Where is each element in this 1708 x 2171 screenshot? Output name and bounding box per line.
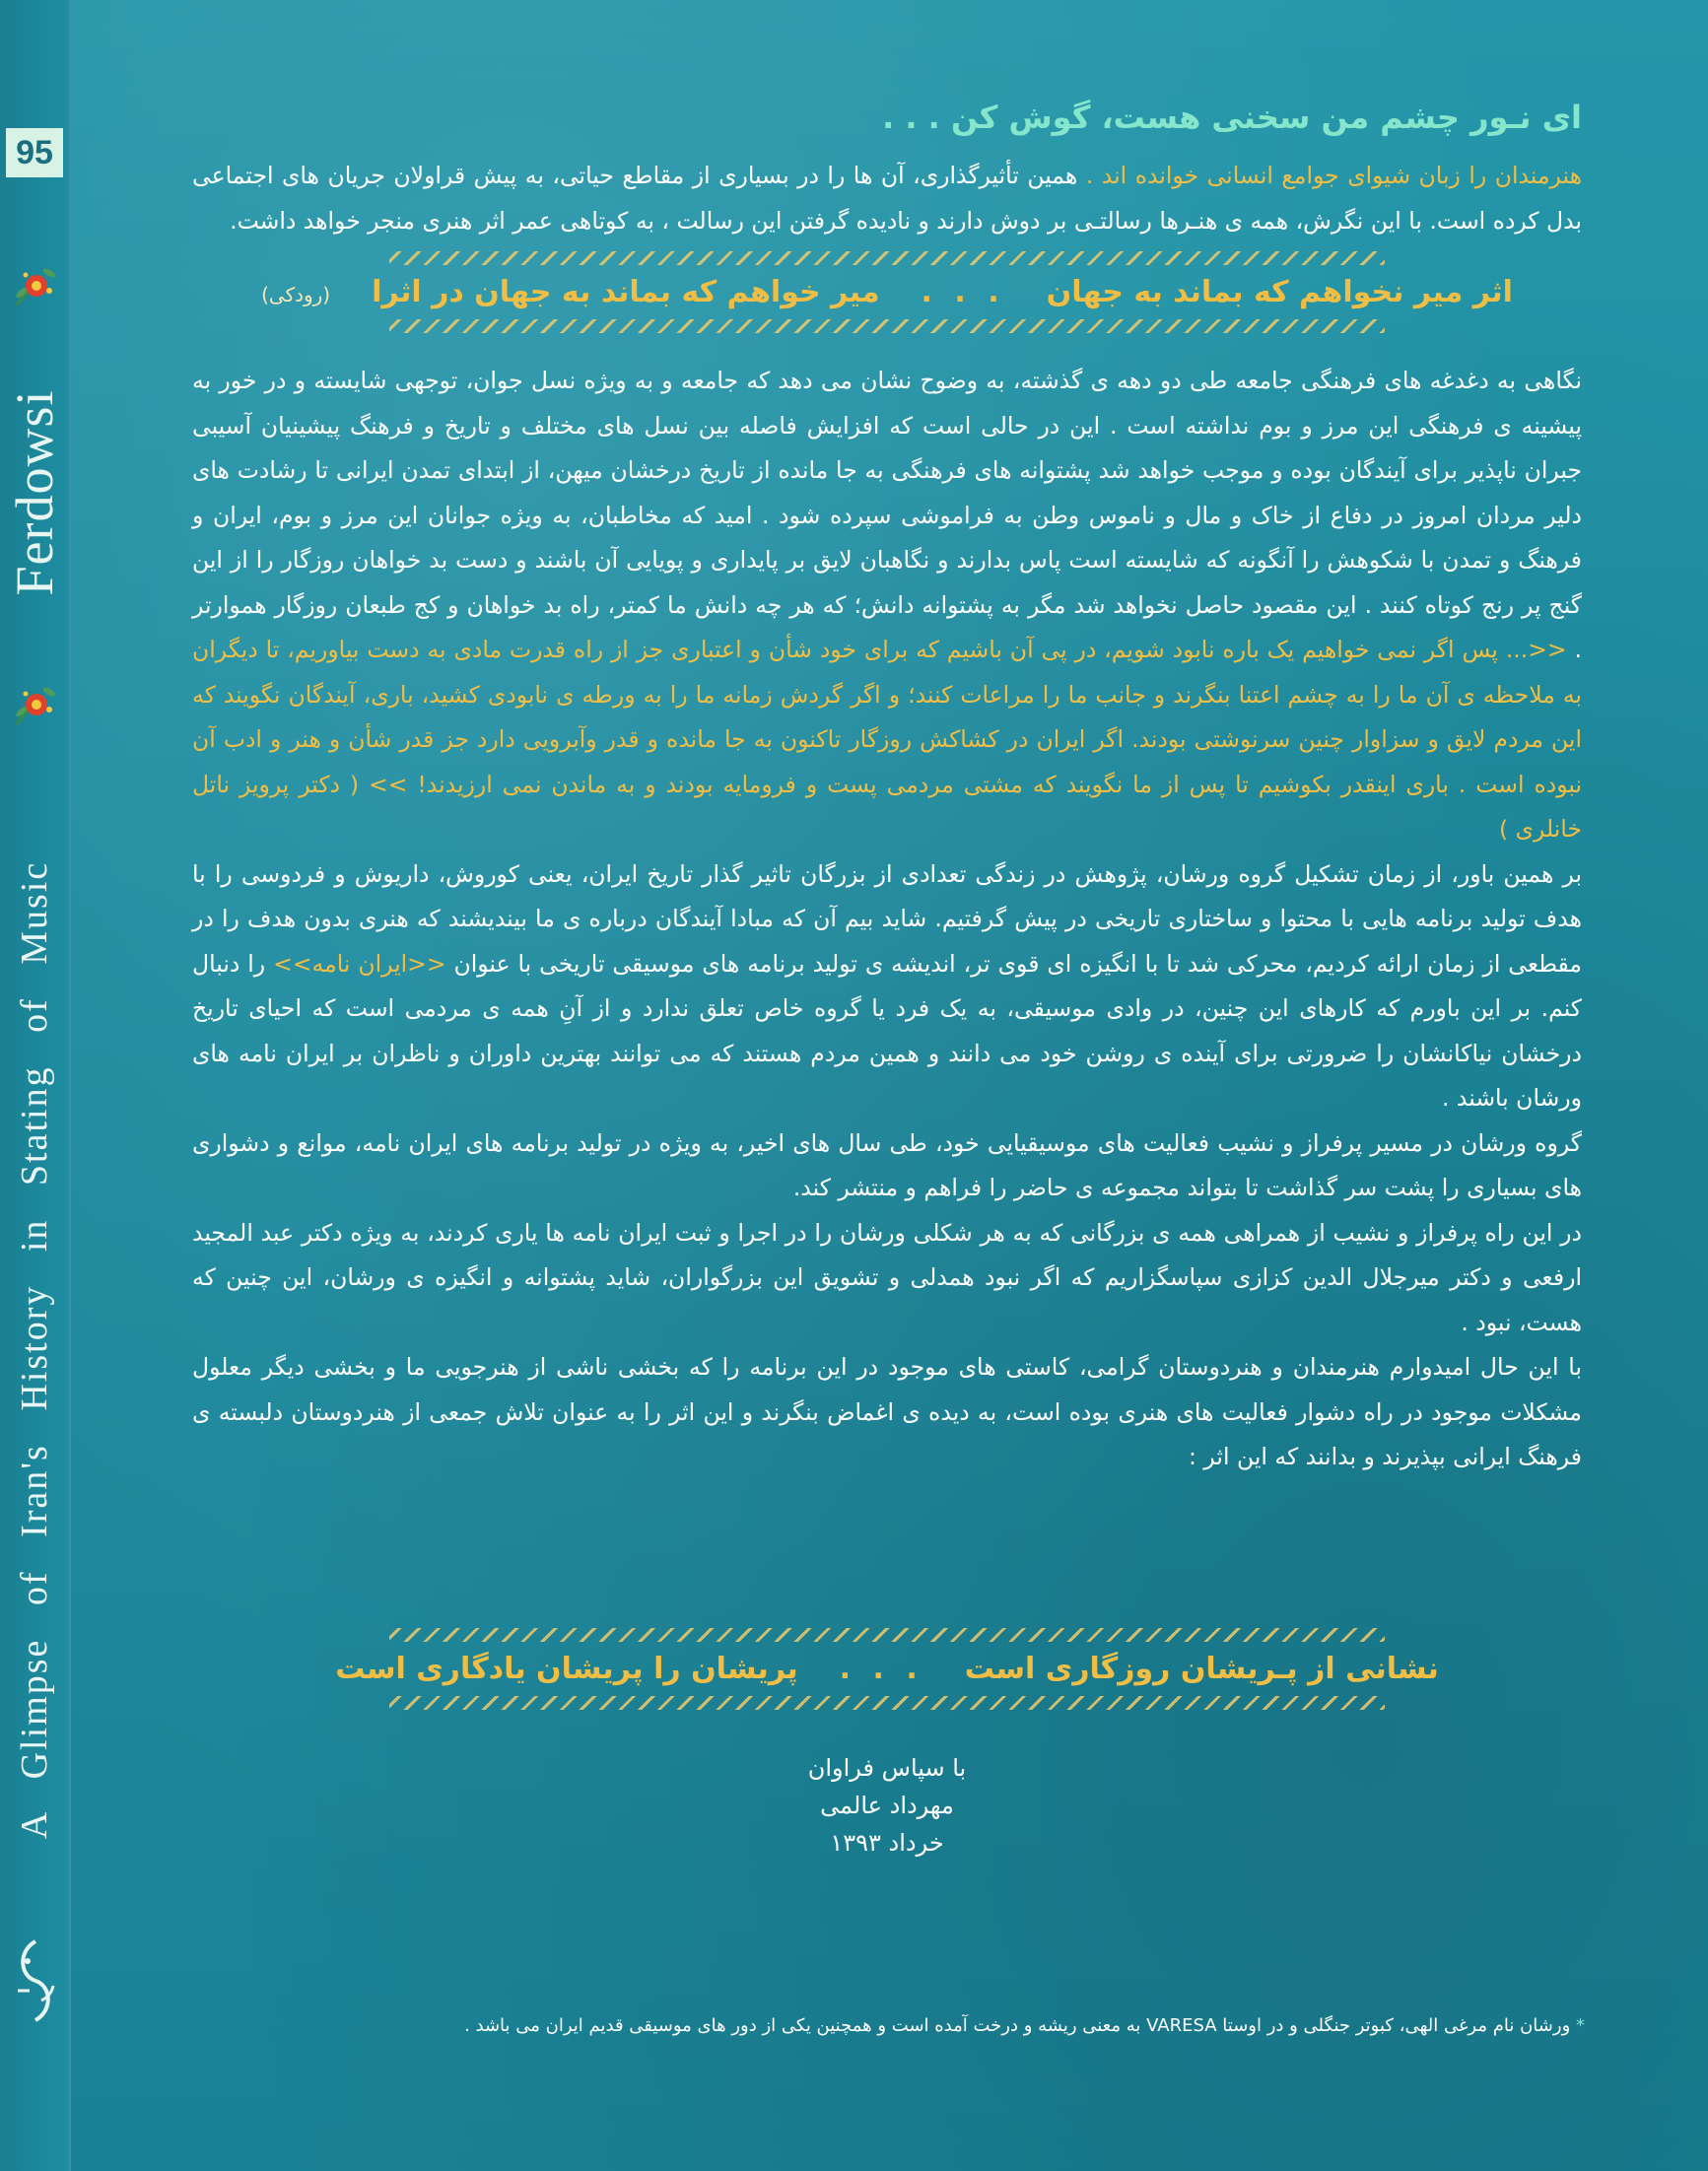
verse-first-hemistich: اثر میر نخواهم که بماند به جهان [1046,275,1513,309]
asterisk-icon: * [1576,2015,1585,2036]
ornament-divider [389,1696,1385,1710]
ornament-divider [389,319,1385,333]
quote-khanlari: <<... پس اگر نمی خواهیم یک باره نابود شویم، در پی آن باشیم که برای خود شأن و اعتباری جز از راه قدرت مادی به دست بیاوریم، تا دیگران به ملاحظه ی آن ما را به چشم اعتنا بنگرند و جانب ما را مراعات کنند؛ و اگر گردش زمانه ما را به ورطه ی نابودی کشید، باری، آیندگان نگویند که این مردم لایق و سزاوار چنین سرنوشتی بودند. اگر ایران در کشاکش روزگار تاکنون به جا مانده و قدر وآبرویی دارد جز قدر شأن و هنر و ادب آن نبوده است . باری اینقدر بکوشیم تا پس از ما نگویند که مشتی مردمی پست و فرومایه بودند و به ماندن نمی ارزیدند! >> ( دکتر پرویز ناتل خانلری ) [192,636,1582,843]
footnote-text: ورشان نام مرغی الهی، کبوتر جنگلی و در اوستا VARESA به معنی ریشه و درخت آمده است و همچنین یکی از دور های موسیقی قدیم ایران می باشد . [464,2015,1571,2036]
signature [192,1749,1582,1862]
signature-date: خرداد ۱۳۹۳ [830,1828,944,1857]
closing-verse [192,1652,1582,1686]
brand-wordmark: Ferdowsi [5,389,64,596]
closing-verse-dots: . . . [839,1651,923,1686]
iran-nameh-highlight: <<ایران نامه>> [273,949,446,978]
body-p2-a: بر همین باور، از زمان تشکیل گروه ورشان، پژوهش در زندگی تعدادی از بزرگان تاثیر گذار تاریخ ایران، یعنی کوروش، داریوش و فردوسی را با هدف تولید برنامه هایی با محتوا و ساختاری تاریخی در پیش گرفتیم. شاید بیم آن که مبادا آیندگان درباره ی ما بیندیشند که هنری بدون هدف را در مقطعی از زمان ارائه کردیم، محرکی شد تا با انگیزه ای قوی تر، اندیشه ی تولید برنامه های موسیقی تاریخی با عنوان [192,859,1582,978]
flower-ornament-icon [12,680,61,729]
left-sidebar-strip [0,0,71,2171]
intro-highlight: هنرمندان را زبان شیوای جوامع انسانی خوانده اند . [1085,162,1582,189]
vertical-title: A Glimpse of Iran's History in Stating of Music [14,860,55,1840]
verse-dots: . . . [921,275,1005,309]
verse-block [192,251,1582,333]
body-p1: نگاهی به دغدغه های فرهنگی جامعه طی دو دهه ی گذشته، به وضوح نشان می دهد که جامعه و به ویژه نسل جوان، توجهی شایسته و در خور به پیشینه ی فرهنگی این مرز و بوم نداشته است . این در حالی است که افزایش فاصله بین نسل های مختلف و تاریخ و فرهنگ پیشینیان آسیبی جبران ناپذیر برای آیندگان بوده و موجب خواهد شد پشتوانه های فرهنگی به جا مانده از تاریخ درخشان میهن، از ابتدای تمدن ایرانی تا رشادت های دلیر مردان امروز در دفاع از خاک و مال و ناموس وطن به فراموشی سپرده شود . امید که مخاطبان، به ویژه جوانان این مرز و بوم، ایران و فرهنگ و تمدن با شکوهش را آنگونه که شایسته است پاس بدارند و نگاهبان لایق بر پایداری و پویایی آن باشند و دست بد خواهان روزگار را از این گنج پر رنج کوتاه کنند . این مقصود حاصل نخواهد شد مگر به پشتوانه دانش؛ که هر چه دانش ما کمتر، راه بد خواهان و کج طبعان روزگار هموارتر . [192,367,1582,663]
closing-verse-second: پریشان را پریشان یادگاری است [335,1651,798,1686]
intro-paragraph [192,154,1582,243]
verse-second-hemistich: میر خواهم که بماند به جهان در اثرا [372,275,880,309]
opening-line: ای نـور چشم من سخنی هست، گوش کن . . . [882,99,1582,136]
signature-name: مهرداد عالمی [820,1791,954,1819]
ornament-divider [389,1628,1385,1642]
body-paragraph: در این راه پرفراز و نشیب از همراهی همه ی بزرگانی که به هر شکلی ورشان را در اجرا و ثبت ایران نامه ها یاری کردند، به ویژه دکتر عبد المجید ارفعی و دکتر میرجلال الدین کزازی سپاسگزاریم که اگر نبود همدلی و تشویق این بزرگواران، شاید پشتوانه و انگیزه ی ورشان، این چنین که هست، نبود . [192,1218,1582,1336]
body-paragraph [192,359,1582,852]
closing-verse-block [192,1628,1582,1710]
verse-attribution: (رودکی) [261,283,331,306]
body-paragraph [192,852,1582,1121]
signature-thanks: با سپاس فراوان [807,1753,967,1782]
varshan-logo-icon [8,1932,63,2030]
body-p2-b: را دنبال کنم. بر این باورم که کارهای این چنین، در وادی موسیقی، به یک فرد یا گروه خاص تعلق ندارد و از آنِ همه ی مردمی است که احیای تاریخ درخشان نیاکانشان را ضرورتی برای آینده ی روشن خود می دانند و همین مردم هستند که می توانند بهترین داوران و ناظران بر ایران نامه های ورشان باشند . [192,949,1582,1112]
page-number: 95 [6,128,63,177]
main-content [192,99,1582,1862]
flower-ornament-icon [12,261,61,310]
body-paragraph: با این حال امیدوارم هنرمندان و هنردوستان گرامی، کاستی های موجود در این برنامه را که بخشی ناشی از هنرجویی ما و بخشی دیگر معلول مشکلات موجود در راه دشوار فعالیت های هنری بوده است، به دیده ی اغماض بنگرند و این اثر را به عنوان تلاش جمعی از هنردوستان دلبسته ی فرهنگ ایرانی بپذیرند و بدانند که این اثر : [192,1353,1582,1470]
closing-verse-first: نشانی از پـریشان روزگاری است [964,1651,1439,1686]
intro-text: همین تأثیرگذاری، آن ها را در بسیاری از مقاطع حیاتی، به پیش قراولان جریان های اجتماعی بدل کرده است. با این نگرش، همه ی هنـرها رسالتـی بر دوش دارند و نادیده گرفتن این رسالت ، به کوتاهی عمر اثر هنری منجر خواهد داشت. [192,162,1582,235]
verse [192,275,1582,309]
body-paragraph: گروه ورشان در مسیر پرفراز و نشیب فعالیت های موسیقیایی خود، طی سال های اخیر، به ویژه در تولید برنامه های ایران نامه، موانع و دشواری های بسیاری را پشت سر گذاشت تا بتواند مجموعه ی حاضر را فراهم و منتشر کند. [192,1128,1582,1201]
ornament-divider [389,251,1385,265]
footnote [227,2015,1585,2036]
